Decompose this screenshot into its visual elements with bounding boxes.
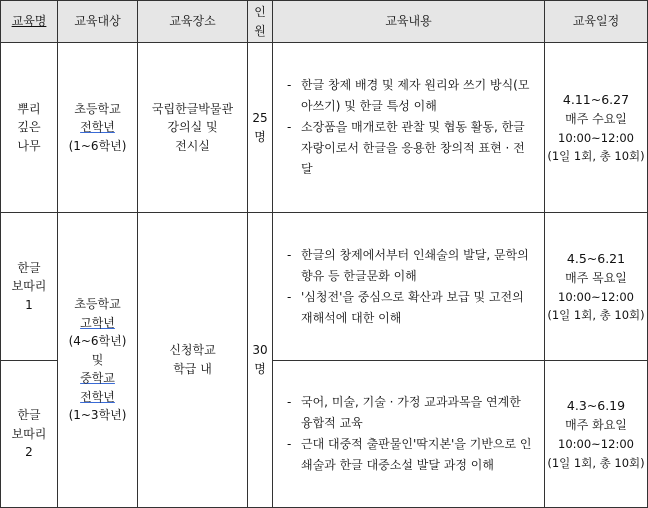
program-name-line: 1 — [25, 297, 33, 312]
header-schedule-label: 교육일정 — [572, 14, 620, 29]
header-content — [273, 1, 545, 43]
target-line: (1~3학년) — [68, 408, 127, 423]
program-name-line: 뿌리 — [17, 101, 41, 116]
content-list — [285, 392, 534, 476]
program-name-line: 한글 — [17, 408, 41, 423]
schedule-line: (1일 1회, 총 10회) — [547, 149, 645, 164]
header-schedule — [545, 1, 648, 43]
target-line: 중학교 — [80, 371, 115, 386]
program-name-line: 깊은 — [17, 120, 41, 135]
program-name-cell — [1, 361, 58, 508]
schedule-line: 매주 목요일 — [565, 270, 627, 285]
program-name-cell — [1, 213, 58, 361]
place-line: 강의실 및 — [167, 120, 218, 135]
content-cell — [273, 213, 545, 361]
content-item: - 한글의 창제에서부터 인쇄술의 발달, 문학의 향유 등 한글문화 이해 — [285, 245, 534, 287]
target-line: 전학년 — [80, 389, 115, 404]
header-content-label: 교육내용 — [385, 14, 432, 29]
content-item: - '심청전'을 중심으로 확산과 보급 및 고전의 재해석에 대한 이해 — [285, 287, 534, 329]
schedule-line: (1일 1회, 총 10회) — [547, 308, 645, 323]
table-row — [1, 213, 648, 361]
content-item: - 국어, 미술, 기술 · 가정 교과과목을 연계한 융합적 교육 — [285, 392, 534, 434]
target-cell-shared — [58, 213, 138, 508]
place-line: 학급 내 — [173, 362, 212, 376]
header-place-label: 교육장소 — [169, 14, 216, 29]
header-count-line1: 인 — [254, 4, 266, 19]
content-item: - 소장품을 매개로한 관찰 및 협동 활동, 한글자랑이로서 한글을 응용한 창의적 표현 · 전달 — [285, 117, 534, 180]
count-line: 30 — [252, 343, 268, 358]
header-count — [248, 1, 273, 43]
place-line: 국립한글박물관 — [151, 101, 234, 116]
header-name — [1, 1, 58, 43]
program-name-line: 2 — [25, 445, 33, 460]
target-line: 초등학교 — [74, 296, 121, 311]
place-cell-shared — [138, 213, 248, 508]
count-line: 25 — [252, 110, 268, 125]
program-name-line: 보따리 — [11, 279, 47, 294]
content-cell — [273, 43, 545, 213]
schedule-line: 10:00~12:00 — [558, 289, 634, 304]
program-name-line: 한글 — [17, 260, 41, 275]
target-line: (1~6학년) — [68, 138, 127, 153]
program-name-line: 나무 — [17, 138, 41, 153]
content-list — [285, 75, 534, 180]
program-name-cell — [1, 43, 58, 213]
header-target — [58, 1, 138, 43]
header-target-label: 교육대상 — [74, 14, 121, 29]
schedule-line: 매주 화요일 — [565, 418, 627, 433]
target-line: 초등학교 — [74, 101, 121, 116]
program-name-line: 보따리 — [11, 426, 47, 441]
schedule-line: 10:00~12:00 — [558, 130, 634, 145]
header-name-label: 교육명 — [11, 14, 47, 29]
header-count-line2: 원 — [254, 23, 266, 38]
target-line: 고학년 — [80, 315, 115, 330]
schedule-cell — [545, 361, 648, 508]
place-cell — [138, 43, 248, 213]
schedule-line: 10:00~12:00 — [558, 437, 634, 452]
content-list — [285, 245, 534, 329]
target-line: 전학년 — [80, 120, 115, 135]
place-line: 전시실 — [175, 138, 210, 153]
count-line: 명 — [254, 362, 266, 376]
schedule-line: 4.5~6.21 — [566, 250, 626, 266]
content-item: - 근대 대중적 출판물인'딱지본'을 기반으로 인쇄술과 한글 대중소설 발달 과정 이해 — [285, 434, 534, 476]
schedule-cell — [545, 213, 648, 361]
schedule-cell — [545, 43, 648, 213]
target-line: (4~6학년) — [68, 334, 127, 349]
count-line: 명 — [254, 129, 266, 144]
table-row — [1, 43, 648, 213]
count-cell-shared — [248, 213, 273, 508]
schedule-line: 4.3~6.19 — [566, 398, 626, 414]
content-cell — [273, 361, 545, 508]
header-place — [138, 1, 248, 43]
schedule-line: (1일 1회, 총 10회) — [547, 455, 645, 470]
target-line: 및 — [91, 352, 104, 367]
content-item: - 한글 창제 배경 및 제자 원리와 쓰기 방식(모아쓰기) 및 한글 특성 이해 — [285, 75, 534, 117]
place-line: 신청학교 — [169, 343, 216, 358]
count-cell — [248, 43, 273, 213]
schedule-line: 매주 수요일 — [565, 111, 627, 126]
schedule-line: 4.11~6.27 — [562, 91, 630, 107]
header-row — [1, 1, 648, 43]
target-cell — [58, 43, 138, 213]
